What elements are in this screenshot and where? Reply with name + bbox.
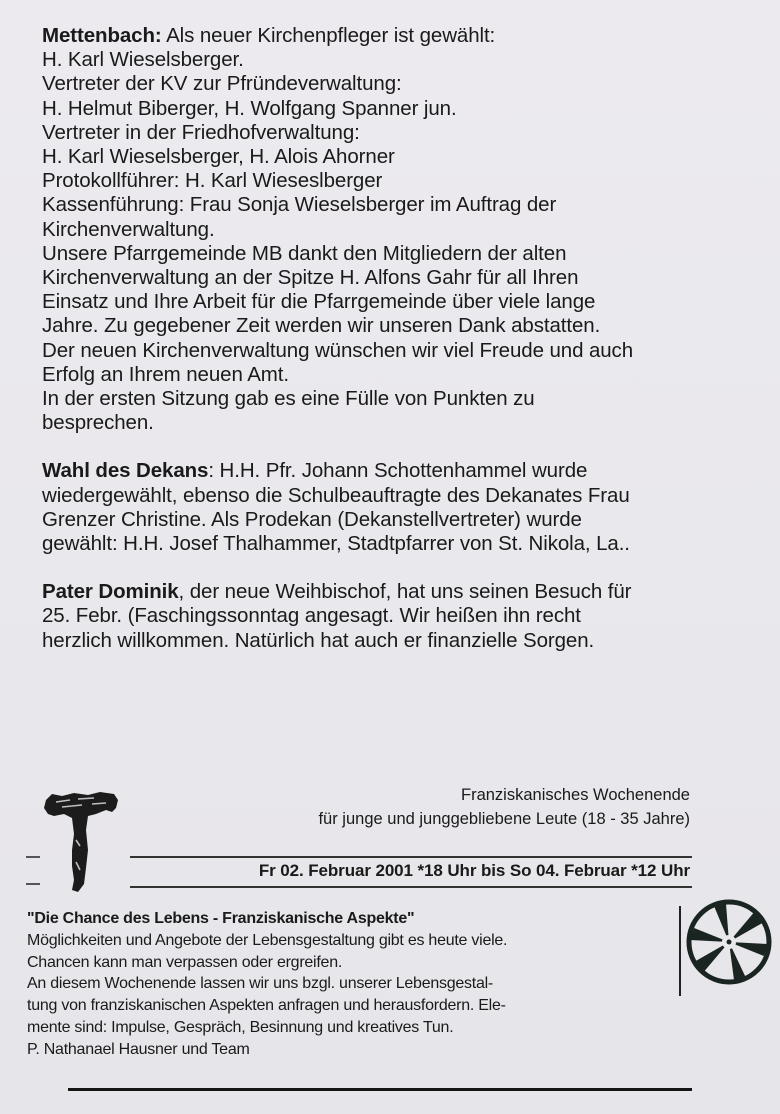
event-date: Fr 02. Februar 2001 *18 Uhr bis So 04. Februar *12 Uhr <box>258 861 690 880</box>
mettenbach-line: H. Helmut Biberger, H. Wolfgang Spanner jun. <box>42 96 457 120</box>
mettenbach-line: Kassenführung: Frau Sonja Wieselsberger im Auftrag der <box>42 193 557 217</box>
dominik-line-text: , der neue Weihbischof, hat uns seinen Besuch für <box>178 580 632 604</box>
mettenbach-line: Protokollführer: H. Karl Wieseslberger <box>42 169 383 193</box>
mettenbach-line: Kirchenverwaltung. <box>42 217 215 241</box>
dekan-line: Grenzer Christine. Als Prodekan (Dekanstellvertreter) wurde <box>42 507 582 531</box>
main-text-block <box>42 24 762 653</box>
mettenbach-line: H. Karl Wieselsberger, H. Alois Ahorner <box>42 145 395 169</box>
event-body-line: An diesem Wochenende lassen wir uns bzgl. unserer Lebensgestal- <box>27 975 494 993</box>
mettenbach-line: Vertreter in der Friedhofverwaltung: <box>42 120 360 144</box>
margin-dash <box>26 883 40 885</box>
event-description <box>27 908 677 1061</box>
tau-cross-icon <box>42 790 122 894</box>
margin-dash <box>26 856 40 858</box>
mettenbach-line: Der neuen Kirchenverwaltung wünschen wir viel Freude und auch <box>42 338 634 362</box>
mettenbach-line: H. Karl Wieselsberger. <box>42 48 244 72</box>
mettenbach-line: besprechen. <box>42 411 154 435</box>
event-body-line: Möglichkeiten und Angebote der Lebensgestaltung gibt es heute viele. <box>27 931 508 949</box>
divider-rule <box>130 856 692 858</box>
bottom-rule <box>68 1088 692 1091</box>
dominik-line-1 <box>42 580 762 604</box>
paragraph-gap <box>42 435 762 459</box>
event-body-line: Chancen kann man verpassen oder ergreifen. <box>27 953 343 971</box>
dekan-heading: Wahl des Dekans <box>42 459 209 483</box>
dekan-line: gewählt: H.H. Josef Thalhammer, Stadtpfarrer von St. Nikola, La.. <box>42 532 630 556</box>
mettenbach-line: Vertreter der KV zur Pfründeverwaltung: <box>42 72 402 96</box>
dominik-heading: Pater Dominik <box>42 580 179 604</box>
event-signature: P. Nathanael Hausner und Team <box>27 1040 250 1058</box>
mettenbach-line: Erfolg an Ihrem neuen Amt. <box>42 362 289 386</box>
event-body-line: mente sind: Impulse, Gespräch, Besinnung und kreatives Tun. <box>27 1018 454 1036</box>
event-title: "Die Chance des Lebens - Franziskanische Aspekte" <box>27 910 415 927</box>
event-header-line-2: für junge und junggebliebene Leute (18 - 35 Jahre) <box>318 810 690 828</box>
mettenbach-line: In der ersten Sitzung gab es eine Fülle von Punkten zu <box>42 387 535 411</box>
divider-rule <box>130 886 692 888</box>
event-header-line-1: Franziskanisches Wochenende <box>461 786 690 804</box>
mettenbach-line: Jahre. Zu gegebener Zeit werden wir unseren Dank abstatten. <box>42 314 601 338</box>
event-header <box>130 783 690 831</box>
mettenbach-heading: Mettenbach: <box>42 24 162 47</box>
mettenbach-line-1 <box>42 24 762 48</box>
mettenbach-line: Kirchenverwaltung an der Spitze H. Alfons Gahr für all Ihren <box>42 266 579 290</box>
mettenbach-line: Unsere Pfarrgemeinde MB dankt den Mitgliedern der alten <box>42 241 567 265</box>
mettenbach-line-text: Als neuer Kirchenpfleger ist gewählt: <box>161 24 496 47</box>
dekan-line-text: : H.H. Pfr. Johann Schottenhammel wurde <box>208 459 588 483</box>
dominik-line: 25. Febr. (Faschingssonntag angesagt. Wir heißen ihn recht <box>42 604 581 628</box>
mettenbach-line: Einsatz und Ihre Arbeit für die Pfarrgemeinde über viele lange <box>42 290 596 314</box>
event-body-line: tung von franziskanischen Aspekten anfragen und herausfordern. Ele- <box>27 997 506 1015</box>
paragraph-gap <box>42 556 762 580</box>
vertical-divider <box>679 906 681 996</box>
dekan-line: wiedergewählt, ebenso die Schulbeauftragte des Dekanates Frau <box>42 483 630 507</box>
wheel-icon <box>684 898 774 986</box>
dominik-line: herzlich willkommen. Natürlich hat auch er finanzielle Sorgen. <box>42 628 595 652</box>
dekan-line-1 <box>42 459 762 483</box>
